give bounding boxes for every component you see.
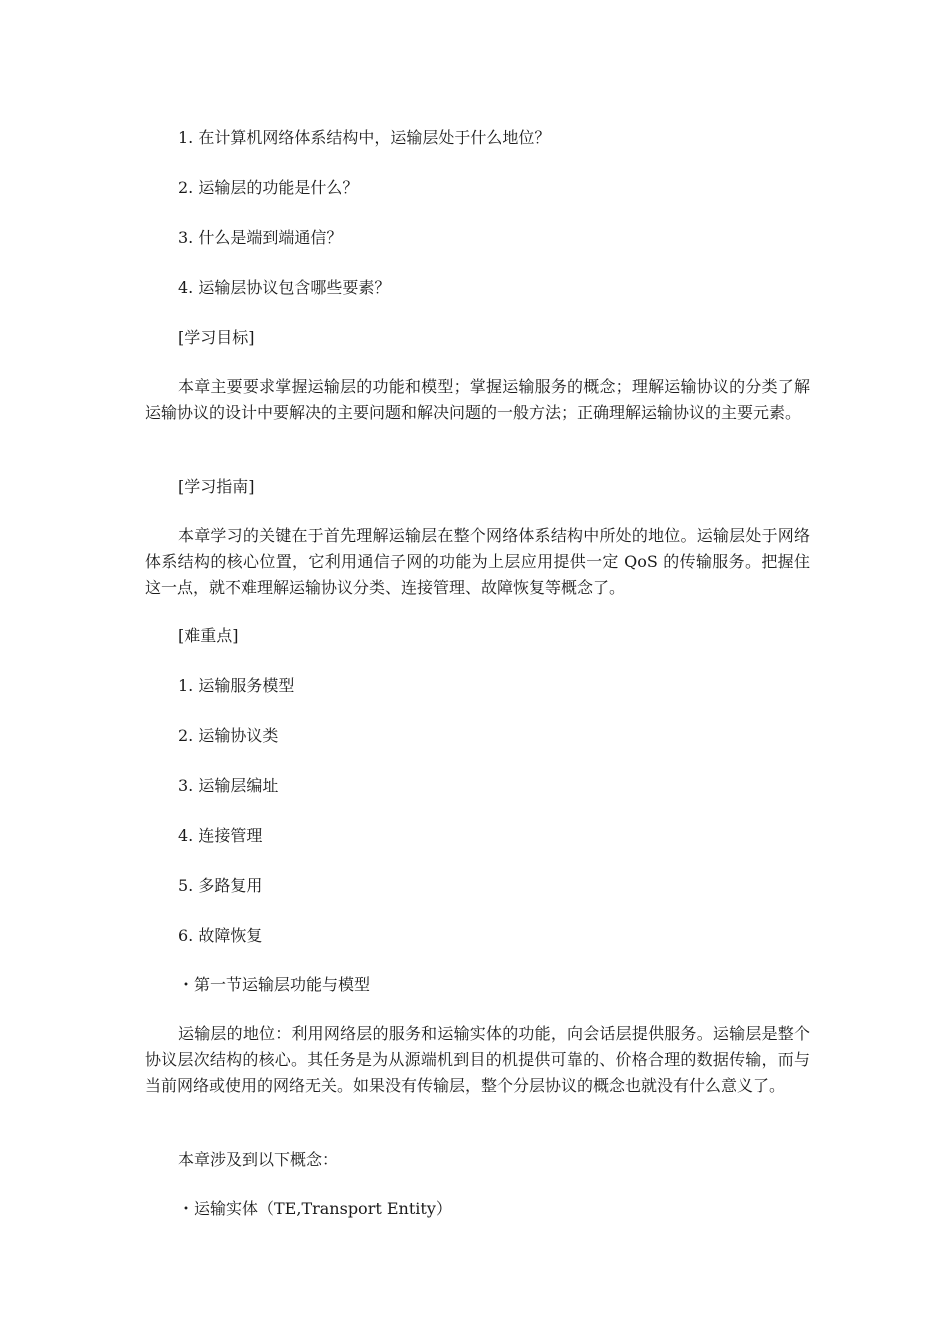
- key-point-6: 6. 故障恢复: [178, 926, 263, 945]
- goals-paragraph: 本章主要要求掌握运输层的功能和模型；掌握运输服务的概念；理解运输协议的分类了解运输协议的设计中要解决的主要问题和解决问题的一般方法；正确理解运输协议的主要元素。: [145, 377, 810, 422]
- question-3: 3. 什么是端到端通信？: [178, 228, 343, 247]
- key-point-4: 4. 连接管理: [178, 826, 263, 845]
- question-2: 2. 运输层的功能是什么？: [178, 178, 359, 197]
- status-paragraph: 运输层的地位：利用网络层的服务和运输实体的功能，向会话层提供服务。运输层是整个协议层次结构的核心。其任务是为从源端机到目的机提供可靠的、价格合理的数据传输，而与当前网络或使用的网络无关。如果没有传输层，整个分层协议的概念也就没有什么意义了。: [145, 1024, 810, 1095]
- question-1: 1. 在计算机网络体系结构中，运输层处于什么地位？: [178, 128, 551, 147]
- guide-heading: [学习指南]: [178, 477, 255, 496]
- question-4: 4. 运输层协议包含哪些要素？: [178, 278, 391, 297]
- key-point-5: 5. 多路复用: [178, 876, 263, 895]
- goals-heading: [学习目标]: [178, 328, 255, 347]
- section-title: ・第一节运输层功能与模型: [178, 975, 371, 994]
- guide-paragraph: 本章学习的关键在于首先理解运输层在整个网络体系结构中所处的地位。运输层处于网络体系结构的核心位置，它利用通信子网的功能为上层应用提供一定 QoS 的传输服务。把握住这一点，就不难理解运输协议分类、连接管理、故障恢复等概念了。: [145, 526, 810, 597]
- key-point-2: 2. 运输协议类: [178, 726, 279, 745]
- concepts-intro: 本章涉及到以下概念：: [178, 1150, 339, 1169]
- key-heading: [难重点]: [178, 626, 239, 645]
- key-point-3: 3. 运输层编址: [178, 776, 279, 795]
- key-point-1: 1. 运输服务模型: [178, 676, 295, 695]
- concept-item: ・运输实体（TE,Transport Entity）: [178, 1199, 452, 1218]
